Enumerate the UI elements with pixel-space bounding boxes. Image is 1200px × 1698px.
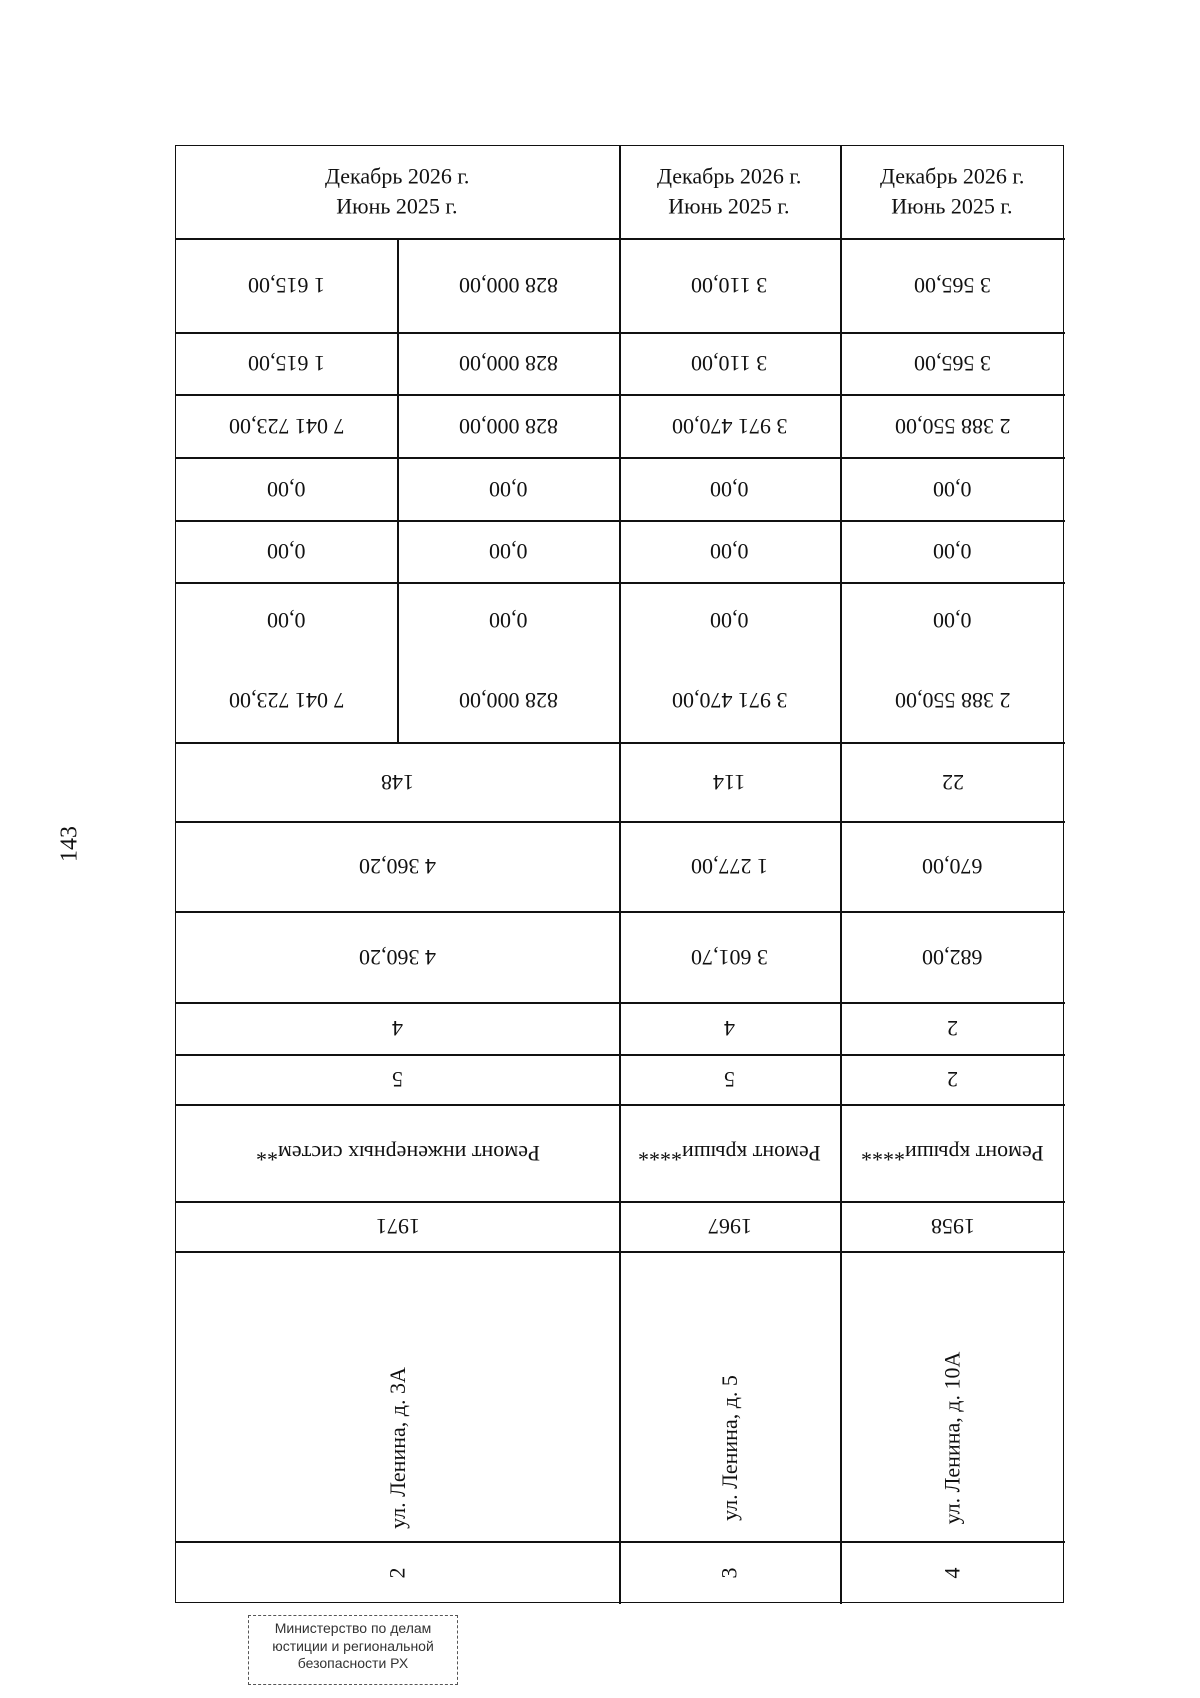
cost-per-m2-total: 3 565,00	[914, 351, 991, 376]
page-number: 143	[56, 826, 83, 862]
address-cell: ул. Ленина, д. 3А	[384, 1367, 410, 1529]
floors-cell: 5	[392, 1067, 403, 1092]
fund-regional: 0,00	[710, 539, 749, 564]
area-living-cell: 4 360,20	[359, 854, 436, 879]
work-type-cell: Ремонт инженерных систем**	[255, 1140, 540, 1166]
fund-owners-a: 828 000,00	[458, 413, 558, 439]
ministry-stamp: Министерство по делам юстиции и региональной безопасности РХ	[248, 1615, 458, 1685]
residents-cell: 114	[713, 769, 746, 795]
period-cell: Июнь 2025 г. Декабрь 2026 г.	[325, 164, 470, 219]
work-type-cell: Ремонт крыши****	[638, 1140, 821, 1166]
cost-total: 2 388 550,00	[894, 688, 1011, 713]
residents-cell: 148	[381, 769, 414, 795]
entrances-cell: 4	[392, 1016, 403, 1041]
work-type-cell: Ремонт крыши****	[861, 1140, 1044, 1166]
fund-local: 0,00	[933, 476, 972, 502]
floors-cell: 2	[947, 1067, 958, 1092]
cost-per-m2-total-a: 828 000,00	[458, 351, 558, 376]
address-cell: ул. Ленина, д. 5	[716, 1375, 742, 1521]
cost-per-m2-total: 3 110,00	[691, 351, 768, 376]
cost-per-m2-total-b: 1 615,00	[248, 351, 325, 376]
year-cell: 1967	[707, 1214, 752, 1239]
works-table	[175, 145, 1064, 1603]
area-total-cell: 4 360,20	[359, 944, 436, 970]
row-index: 2	[384, 1567, 410, 1578]
area-living-cell: 1 277,00	[691, 854, 768, 879]
row-index: 4	[939, 1567, 965, 1578]
fund-local-b: 0,00	[267, 476, 306, 502]
cost-per-m2-limit-a: 828 000,00	[458, 273, 558, 298]
fund-local: 0,00	[710, 476, 749, 502]
fund-federal: 0,00	[710, 608, 749, 633]
entrances-cell: 4	[724, 1016, 735, 1041]
fund-federal-a: 0,00	[488, 608, 528, 633]
area-total-cell: 682,00	[922, 944, 983, 970]
entrances-cell: 2	[947, 1016, 958, 1041]
fund-regional-a: 0,00	[488, 539, 528, 564]
year-cell: 1958	[930, 1214, 975, 1239]
year-cell: 1971	[375, 1214, 420, 1239]
fund-federal-b: 0,00	[267, 608, 306, 633]
fund-owners: 2 388 550,00	[894, 413, 1011, 439]
cost-total-b: 7 041 723,00	[228, 688, 345, 713]
fund-regional: 0,00	[933, 539, 972, 564]
cost-total-a: 828 000,00	[458, 688, 558, 713]
fund-owners: 3 971 470,00	[671, 413, 788, 439]
cost-per-m2-limit-b: 1 615,00	[248, 273, 325, 298]
period-cell: Июнь 2025 г. Декабрь 2026 г.	[880, 164, 1025, 219]
area-living-cell: 670,00	[922, 854, 983, 879]
cost-total: 3 971 470,00	[671, 688, 788, 713]
fund-local-a: 0,00	[488, 476, 528, 502]
fund-federal: 0,00	[933, 608, 972, 633]
cost-per-m2-limit: 3 110,00	[691, 273, 768, 298]
residents-cell: 22	[941, 769, 964, 795]
row-index: 3	[716, 1567, 742, 1578]
area-total-cell: 3 601,70	[691, 944, 768, 970]
fund-regional-b: 0,00	[267, 539, 306, 564]
address-cell: ул. Ленина, д. 10А	[939, 1351, 965, 1525]
cost-per-m2-limit: 3 565,00	[914, 273, 991, 298]
floors-cell: 5	[724, 1067, 735, 1092]
period-cell: Июнь 2025 г. Декабрь 2026 г.	[657, 164, 802, 219]
fund-owners-b: 7 041 723,00	[228, 413, 345, 439]
